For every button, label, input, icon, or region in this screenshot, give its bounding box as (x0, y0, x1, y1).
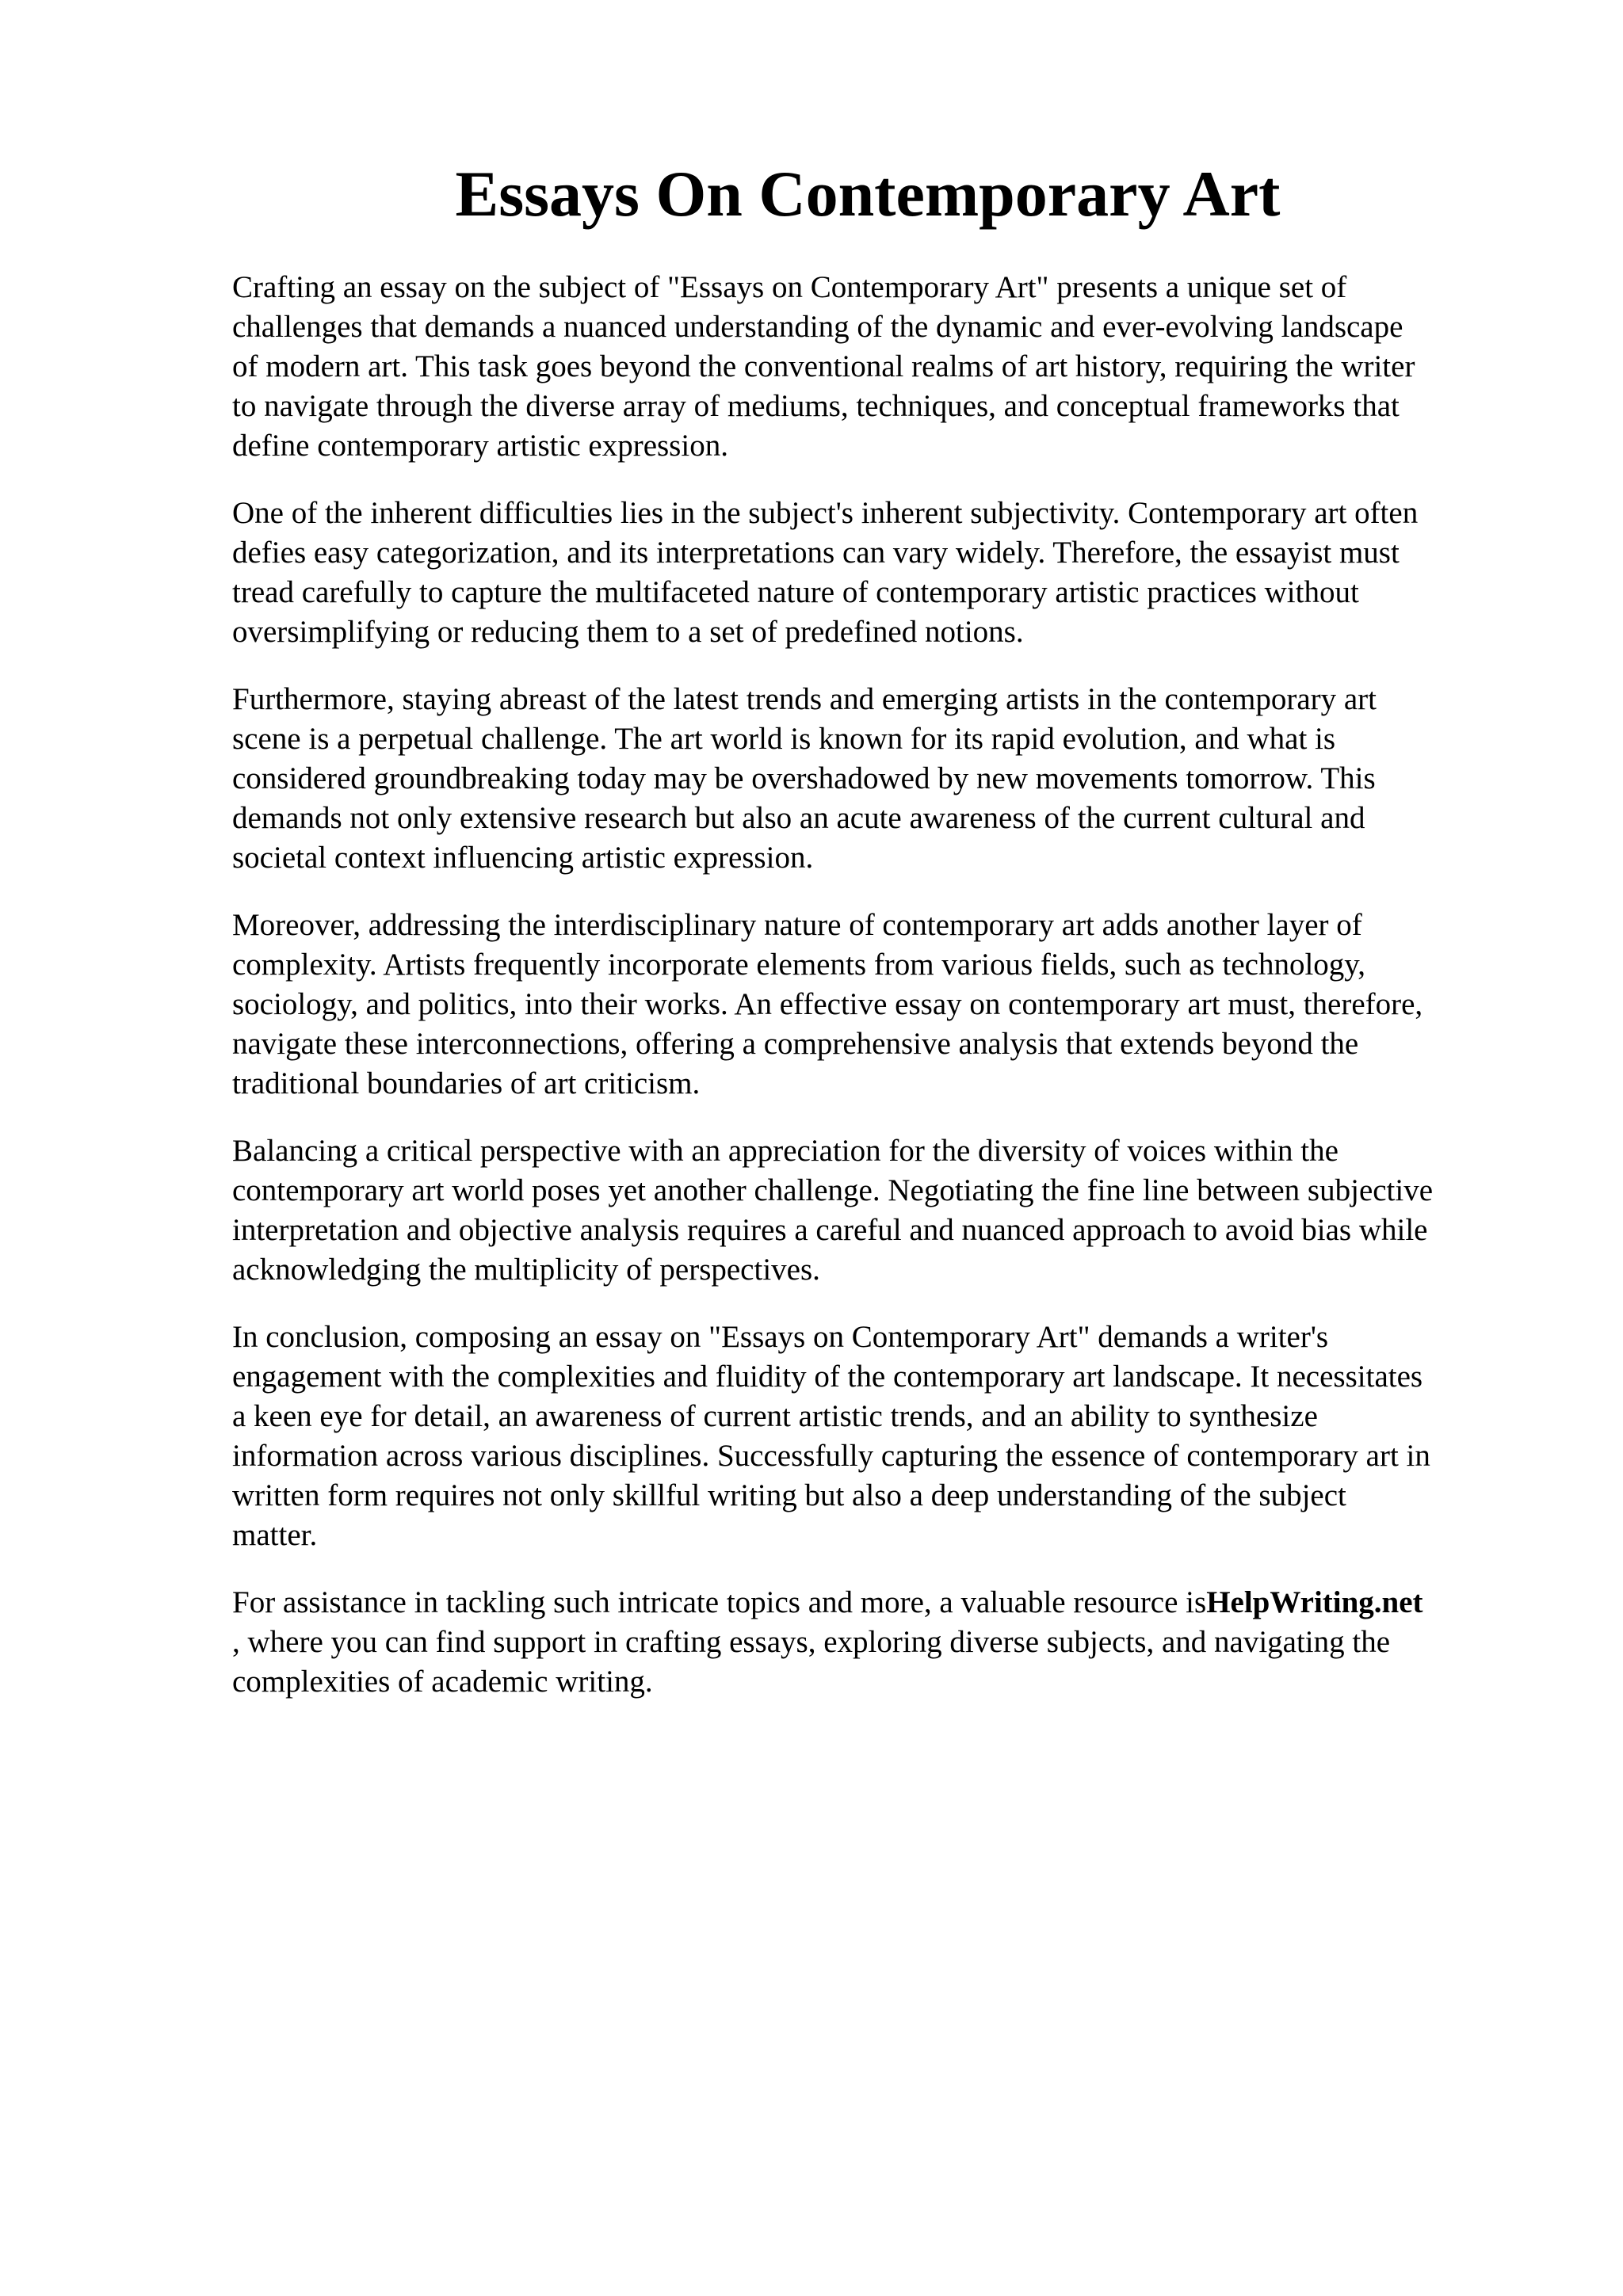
paragraph-line: engagement with the complexities and fluidity of the contemporary art landscape. It necessitates (232, 1360, 1423, 1394)
paragraph-line: , where you can find support in crafting essays, exploring diverse subjects, and navigating the (232, 1625, 1391, 1659)
paragraph-line: written form requires not only skillful writing but also a deep understanding of the subject (232, 1478, 1346, 1512)
paragraph-line: challenges that demands a nuanced understanding of the dynamic and ever-evolving landscape (232, 310, 1403, 344)
paragraph-line: acknowledging the multiplicity of perspectives. (232, 1253, 820, 1287)
paragraph-6 (232, 1318, 1516, 1555)
helpwriting-link[interactable]: HelpWriting.net (1206, 1585, 1423, 1619)
paragraph-2 (232, 494, 1516, 652)
closing-text: For assistance in tackling such intricate topics and more, a valuable resource is (232, 1585, 1207, 1619)
paragraph-line: contemporary art world poses yet another challenge. Negotiating the fine line between subjective (232, 1173, 1434, 1207)
paragraph-5 (232, 1131, 1516, 1290)
paragraph-line: to navigate through the diverse array of mediums, techniques, and conceptual frameworks that (232, 389, 1400, 423)
paragraph-line: complexity. Artists frequently incorporate elements from various fields, such as technology, (232, 948, 1365, 982)
paragraph-line: considered groundbreaking today may be overshadowed by new movements tomorrow. This (232, 761, 1376, 795)
paragraph-line: One of the inherent difficulties lies in the subject's inherent subjectivity. Contemporary art often (232, 496, 1419, 530)
paragraph-1 (232, 268, 1516, 466)
paragraph-4 (232, 906, 1516, 1104)
paragraph-line: Balancing a critical perspective with an appreciation for the diversity of voices within the (232, 1134, 1338, 1168)
paragraph-line: Furthermore, staying abreast of the latest trends and emerging artists in the contemporary art (232, 682, 1377, 716)
paragraph-line: In conclusion, composing an essay on "Essays on Contemporary Art" demands a writer's (232, 1320, 1329, 1354)
paragraph-line: oversimplifying or reducing them to a set of predefined notions. (232, 615, 1024, 649)
essay-body (232, 268, 1516, 1730)
paragraph-line: sociology, and politics, into their works. An effective essay on contemporary art must, therefore, (232, 987, 1423, 1021)
paragraph-line: Moreover, addressing the interdisciplinary nature of contemporary art adds another layer of (232, 908, 1362, 942)
paragraph-line: define contemporary artistic expression. (232, 429, 728, 463)
paragraph-line: of modern art. This task goes beyond the conventional realms of art history, requiring the writer (232, 349, 1415, 383)
paragraph-line: societal context influencing artistic expression. (232, 841, 814, 875)
page-title: Essays On Contemporary Art (455, 158, 1281, 230)
paragraph-line: scene is a perpetual challenge. The art world is known for its rapid evolution, and what is (232, 722, 1336, 756)
paragraph-line: interpretation and objective analysis requires a careful and nuanced approach to avoid bias while (232, 1213, 1428, 1247)
paragraph-line: Crafting an essay on the subject of "Essays on Contemporary Art" presents a unique set of (232, 270, 1347, 304)
paragraph-3 (232, 680, 1516, 878)
paragraph-line: tread carefully to capture the multifaceted nature of contemporary artistic practices without (232, 575, 1359, 609)
paragraph-line: traditional boundaries of art criticism. (232, 1066, 701, 1100)
paragraph-line: complexities of academic writing. (232, 1665, 653, 1699)
paragraph-line: navigate these interconnections, offering a comprehensive analysis that extends beyond the (232, 1027, 1359, 1061)
paragraph-line: demands not only extensive research but also an acute awareness of the current cultural and (232, 801, 1365, 835)
paragraph-line: defies easy categorization, and its interpretations can vary widely. Therefore, the essayist must (232, 536, 1400, 570)
closing-paragraph (232, 1583, 1516, 1702)
paragraph-line: matter. (232, 1518, 318, 1552)
paragraph-line: information across various disciplines. Successfully capturing the essence of contemporary art in (232, 1439, 1430, 1473)
paragraph-line (232, 1583, 1516, 1623)
paragraph-line: a keen eye for detail, an awareness of current artistic trends, and an ability to synthesize (232, 1399, 1318, 1433)
